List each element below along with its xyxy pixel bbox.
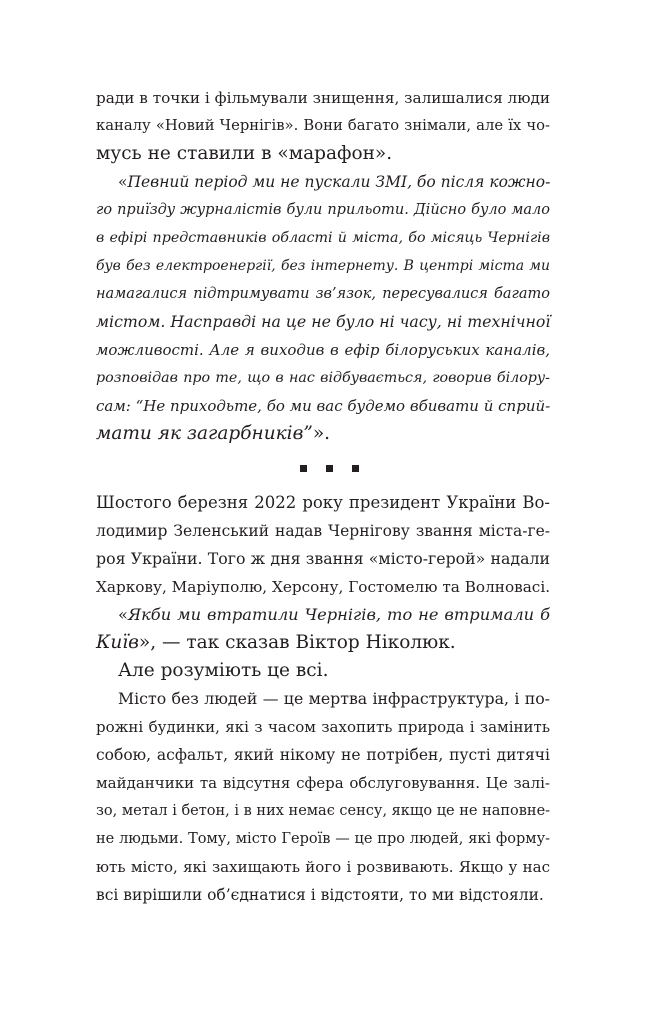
quote-line: го приїзду журналістів були прильоти. Дійсно було мало xyxy=(96,202,550,218)
separator-dot xyxy=(326,465,333,472)
quote-line: містом. Насправді на це не було ні часу, ні технічної xyxy=(96,312,551,331)
separator-dot xyxy=(352,465,359,472)
quote-line xyxy=(96,422,550,446)
text-line: не людьми. Тому, місто Героїв — це про людей, які форму- xyxy=(96,831,550,847)
text-line: Місто без людей — це мертва інфраструктура, і по- xyxy=(118,689,550,708)
quote-line: можливості. Але я виходив в ефір білоруських каналів, xyxy=(96,341,550,359)
text-line: каналу «Новий Чернігів». Вони багато знімали, але їх чо- xyxy=(96,117,550,134)
text-line: лодимир Зеленський надав Чернігову звання міста-ге- xyxy=(96,522,550,540)
open-quote: « xyxy=(118,173,128,191)
text-line: ють місто, які захищають його і розвивають. Якщо у нас xyxy=(96,858,550,876)
quote-text: мати як загарбників” xyxy=(96,423,313,444)
quote-line xyxy=(118,170,550,194)
text-line: Шостого березня 2022 року президент України Во- xyxy=(96,493,550,512)
quote-line: в ефірі представників області й міста, бо місяць Чернігів xyxy=(96,230,550,246)
text-line: Харкову, Маріуполю, Херсону, Гостомелю та Волновасі. xyxy=(96,578,551,596)
text-line: рожні будинки, які з часом захопить природа і замінить xyxy=(96,718,550,736)
text-line: Але розуміють це всі. xyxy=(118,660,329,681)
text-line: роя України. Того ж дня звання «місто-герой» надали xyxy=(96,549,550,568)
quote-line: розповідав про те, що в нас відбувається, говорив білору- xyxy=(96,370,550,386)
text-line: ради в точки і фільмували знищення, залишалися люди xyxy=(96,89,551,107)
text-line: мусь не ставили в «марафон». xyxy=(96,143,393,164)
text-line: зо, метал і бетон, і в них немає сенсу, якщо це не наповне- xyxy=(96,803,551,819)
quote-line: був без електроенергії, без інтернету. В центрі міста ми xyxy=(96,258,550,274)
text-line: всі вирішили об’єднатися і відстояти, то ми відстояли. xyxy=(96,886,544,904)
text-line: майданчики та відсутня сфера обслуговування. Це залі- xyxy=(96,774,550,792)
quote-text: Певний період ми не пускали ЗМІ, бо після кожно- xyxy=(127,173,551,191)
quote-line xyxy=(118,603,550,627)
quote-text: Якби ми втратили Чернігів, то не втримали б xyxy=(127,605,550,624)
text-line: собою, асфальт, який нікому не потрібен, пусті дитячі xyxy=(96,746,550,764)
close-quote: ». xyxy=(312,423,331,444)
quote-line: сам: “Не приходьте, бо ми вас будемо вбивати й сприй- xyxy=(96,397,551,415)
open-quote: « xyxy=(118,605,128,624)
quote-text: Київ xyxy=(96,632,139,653)
separator-dot xyxy=(300,465,307,472)
text-line xyxy=(96,631,550,655)
attribution-text: », — так сказав Віктор Ніколюк. xyxy=(138,632,456,653)
section-separator xyxy=(0,456,658,480)
quote-line: намагалися підтримувати зв’язок, пересувалися багато xyxy=(96,286,550,302)
